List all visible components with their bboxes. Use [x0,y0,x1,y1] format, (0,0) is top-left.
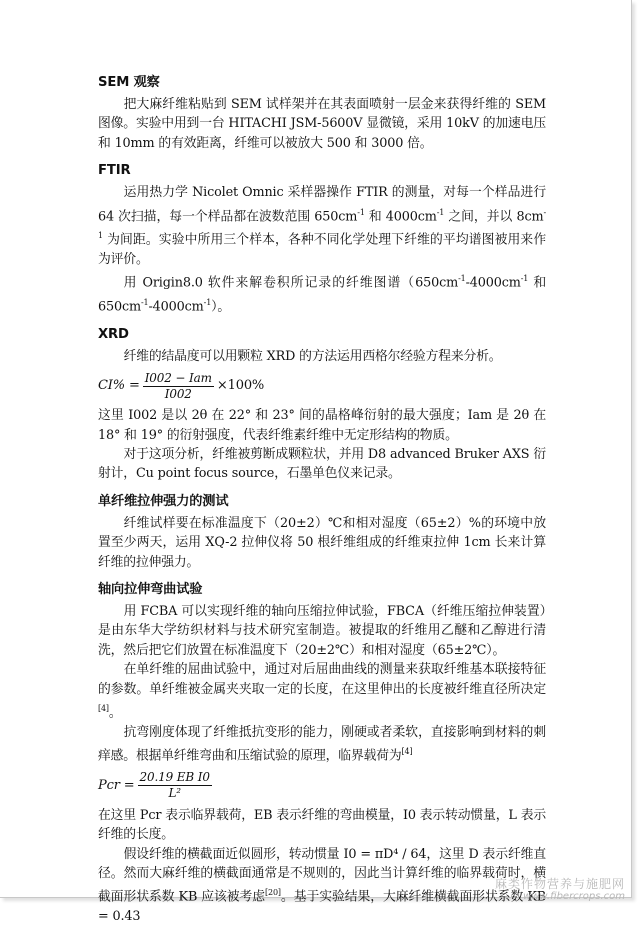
ftir-paragraph-2: 用 Origin8.0 软件来解卷积所记录的纤维图谱（$650cm^{-1}-4000cm^{-1}$ 和 $650cm^{-1}-4000cm^{-1}$）。 [98,274,546,315]
watermark-title: 麻类作物营养与施肥网 [494,877,625,891]
bending-paragraph-3: 抗弯刚度体现了纤维抵抗变形的能力，刚硬或者柔软，直接影响到材料的刺痒感。根据单纤维弯曲和压缩试验的原理，临界载荷为[4] [98,724,546,764]
crystallinity-formula [98,368,546,404]
xrd-paragraph-3: 对于这项分析，纤维被剪断成颗粒状，并用 D8 advanced Bruker AXS 衍射计，Cu point focus source，石墨单色仪来记录。 [98,446,546,482]
bending-paragraph-2: 在单纤维的屈曲试验中，通过对后屈曲曲线的测量来获取纤维基本联接特征的参数。单纤维被金属夹夹取一定的长度，在这里伸出的长度被纤维直径所决定[4]。 [98,662,546,721]
sem-paragraph: 把大麻纤维粘贴到 SEM 试样架并在其表面喷射一层金来获得纤维的 SEM 图像。实验中用到一台 HITACHI JSM-5600V 显微镜，采用 10kV 的加速电压和 10mm 的有效距离，纤维可以被放大 500 和 3000 倍。 [98,97,546,151]
formula-lhs: CI% = [98,378,140,394]
section-heading-tensile: 单纤维拉伸强力的测试 [98,493,229,509]
section-heading-ftir: FTIR [98,163,131,179]
site-watermark [495,877,625,903]
formula-denominator: L² [168,786,181,801]
document-body [98,74,546,926]
section-heading-sem: SEM 观察 [98,75,160,90]
ftir-paragraph-1: 运用热力学 Nicolet Omnic 采样器操作 FTIR 的测量，对每一个样品进行 64 次扫描，每一个样品都在波数范围 $650cm^{-1}$ 和 $4000cm^{-1}$ 之间，并以 $8cm^{-1}$ 为间距。实验中所用三个样本，各种不同化学处理下纤维的平均谱图被用来作为评价。 [98,185,547,267]
section-heading-xrd: XRD [98,326,129,342]
xrd-paragraph-1: 纤维的结晶度可以用颗粒 XRD 的方法运用西格尔经验方程来分析。 [123,348,502,364]
critical-load-formula [98,768,546,804]
xrd-paragraph-2: 这里 I002 是以 2θ 在 22° 和 23° 间的晶格峰衍射的最大强度；Iam 是 2θ 在 18° 和 19° 的衍射强度，代表纤维素纤维中无定形结构的物质。 [98,408,546,443]
bending-paragraph-1: 用 FCBA 可以实现纤维的轴向压缩拉伸试验，FBCA（纤维压缩拉伸装置）是由东华大学纺织材料与技术研究室制造。被提取的纤维用乙醚和乙醇进行清洗，然后把它们放置在标准温度下（20±2℃）和相对湿度（65±2℃）。 [98,603,546,658]
formula-fraction [138,770,212,801]
formula-lhs: Pcr = [98,778,135,794]
formula-numerator: I002 − Iam [144,370,212,385]
section-heading-bending: 轴向拉伸弯曲试验 [98,581,203,597]
formula-rhs: ×100% [216,378,265,394]
bending-paragraph-4: 在这里 Pcr 表示临界载荷，EB 表示纤维的弯曲模量，I0 表示转动惯量，L 表示纤维的长度。 [98,807,546,843]
watermark-url: www.fibercrops.com [523,891,625,902]
formula-numerator: 20.19 EB I0 [139,770,210,785]
formula-denominator: I002 [164,386,192,401]
formula-fraction [143,371,214,402]
reference-20: [20] [265,888,281,898]
bending-paragraph-5: 假设纤维的横截面近似圆形，转动惯量 I0 = πD⁴ / 64，这里 D 表示纤维直径。然而大麻纤维的横截面通常是不规则的，因此当计算纤维的临界载荷时，横截面形状系数 KB 应该被考虑[20]。基于实验结果，大麻纤维横截面形状系数 KB = 0.43 [98,846,547,925]
reference-4: [4] [98,704,109,713]
tensile-paragraph: 纤维试样要在标准温度下（20±2）℃和相对湿度（65±2）%的环境中放置至少两天，运用 XQ-2 拉伸仪将 50 根纤维组成的纤维束拉伸 1cm 长来计算纤维的拉伸强力。 [98,515,546,570]
